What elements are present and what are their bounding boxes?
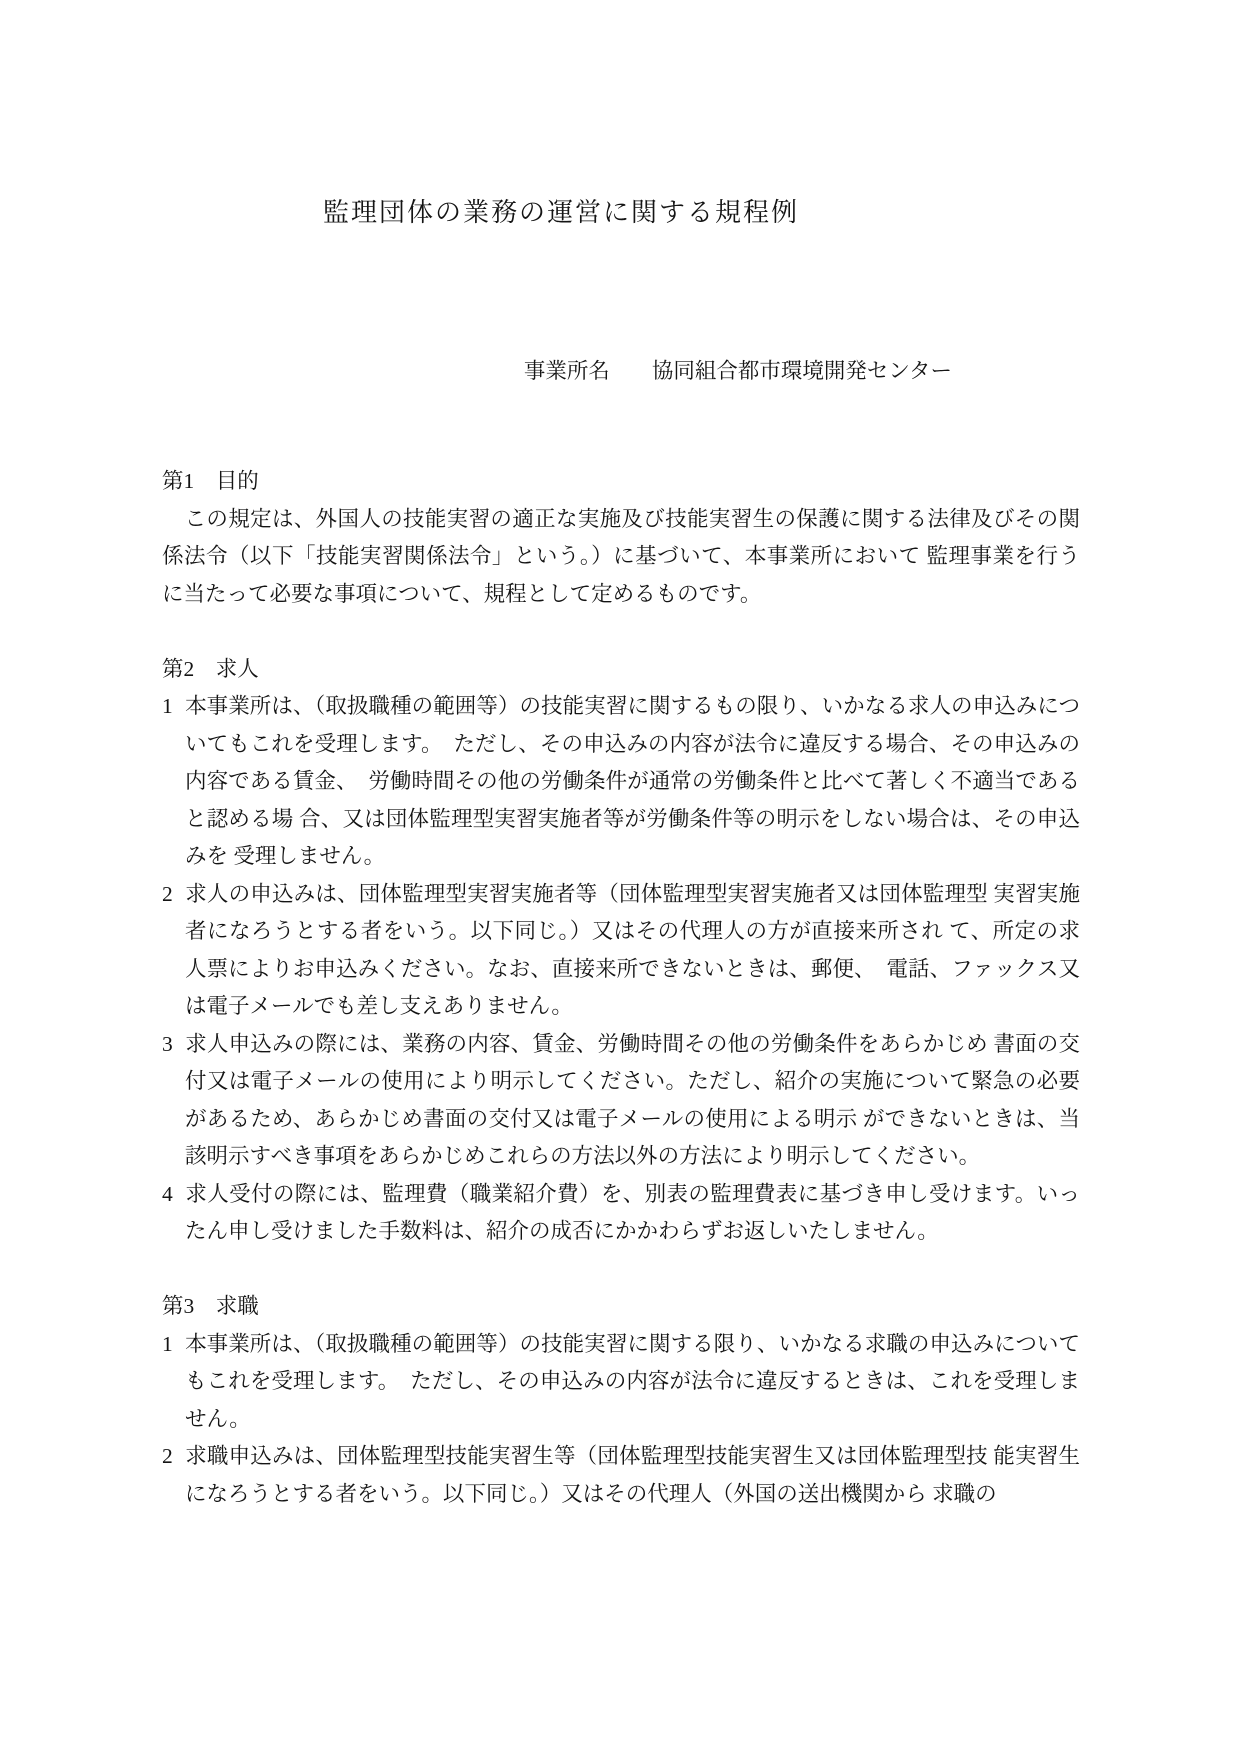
office-line xyxy=(162,355,1080,387)
item-text: 本事業所は、（取扱職種の範囲等）の技能実習に関するもの限り、いかなる求人の申込みについてもこれを受理します。 ただし、その申込みの内容が法令に違反する場合、その申込みの内容である賃金、 労働時間その他の労働条件が通常の労働条件と比べて著しく不適当であると認める場 合、又は団体監理型実習実施者等が労働条件等の明示をしない場合は、その申込みを 受理しません。 xyxy=(185,694,1080,868)
item-text: 求人受付の際には、監理費（職業紹介費）を、別表の監理費表に基づき申し受けます。いったん申し受けました手数料は、紹介の成否にかかわらずお返しいたしません。 xyxy=(185,1181,1080,1243)
section-heading: 第2 求人 xyxy=(162,656,259,681)
section-heading: 第1 目的 xyxy=(162,469,259,493)
item-text: 求人の申込みは、団体監理型実習実施者等（団体監理型実習実施者又は団体監理型 実習実施者になろうとする者をいう。以下同じ。）又はその代理人の方が直接来所され て、所定の求人票によりお申込みください。なお、直接来所できないときは、郵便、 電話、ファックス又は電子メールでも差し支えありません。 xyxy=(185,881,1080,1018)
item-number: 2 xyxy=(162,881,173,906)
item-number: 1 xyxy=(162,1331,173,1356)
item-number: 4 xyxy=(162,1181,173,1206)
paragraph: この規定は、外国人の技能実習の適正な実施及び技能実習生の保護に関する法律及びその関係法令（以下「技能実習関係法令」という。）に基づいて、本事業所において 監理事業を行うに当たって必要な事項について、規程として定めるものです。 xyxy=(162,506,1080,606)
section-job-offers xyxy=(162,651,1080,1251)
list-item xyxy=(162,876,1080,1026)
list-item xyxy=(162,1326,1080,1439)
item-number: 1 xyxy=(162,694,173,718)
item-text: 求人申込みの際には、業務の内容、賃金、労働時間その他の労働条件をあらかじめ 書面の交付又は電子メールの使用により明示してください。ただし、紹介の実施について緊急の必要があるため、あらかじめ書面の交付又は電子メールの使用による明示 ができないときは、当該明示すべき事項をあらかじめこれらの方法以外の方法により明示してください。 xyxy=(185,1031,1080,1168)
office-name-value: 協同組合都市環境開発センター xyxy=(651,359,952,383)
item-number: 2 xyxy=(162,1444,173,1468)
item-text: 求職申込みは、団体監理型技能実習生等（団体監理型技能実習生又は団体監理型技 能実習生になろうとする者をいう。以下同じ。）又はその代理人（外国の送出機関から 求職の xyxy=(185,1444,1080,1506)
list-item xyxy=(162,1026,1080,1176)
item-text: 本事業所は、（取扱職種の範囲等）の技能実習に関する限り、いかなる求職の申込みについてもこれを受理します。 ただし、その申込みの内容が法令に違反するときは、これを受理しません。 xyxy=(185,1331,1080,1431)
section-job-seeking xyxy=(162,1288,1080,1513)
office-name-label: 事業所名 xyxy=(523,359,610,383)
section-purpose xyxy=(162,463,1080,613)
list-item xyxy=(162,1438,1080,1513)
section-heading: 第3 求職 xyxy=(162,1294,259,1318)
list-item xyxy=(162,1176,1080,1251)
document-title: 監理団体の業務の運営に関する規程例 xyxy=(322,198,799,227)
item-number: 3 xyxy=(162,1031,173,1056)
list-item xyxy=(162,688,1080,876)
